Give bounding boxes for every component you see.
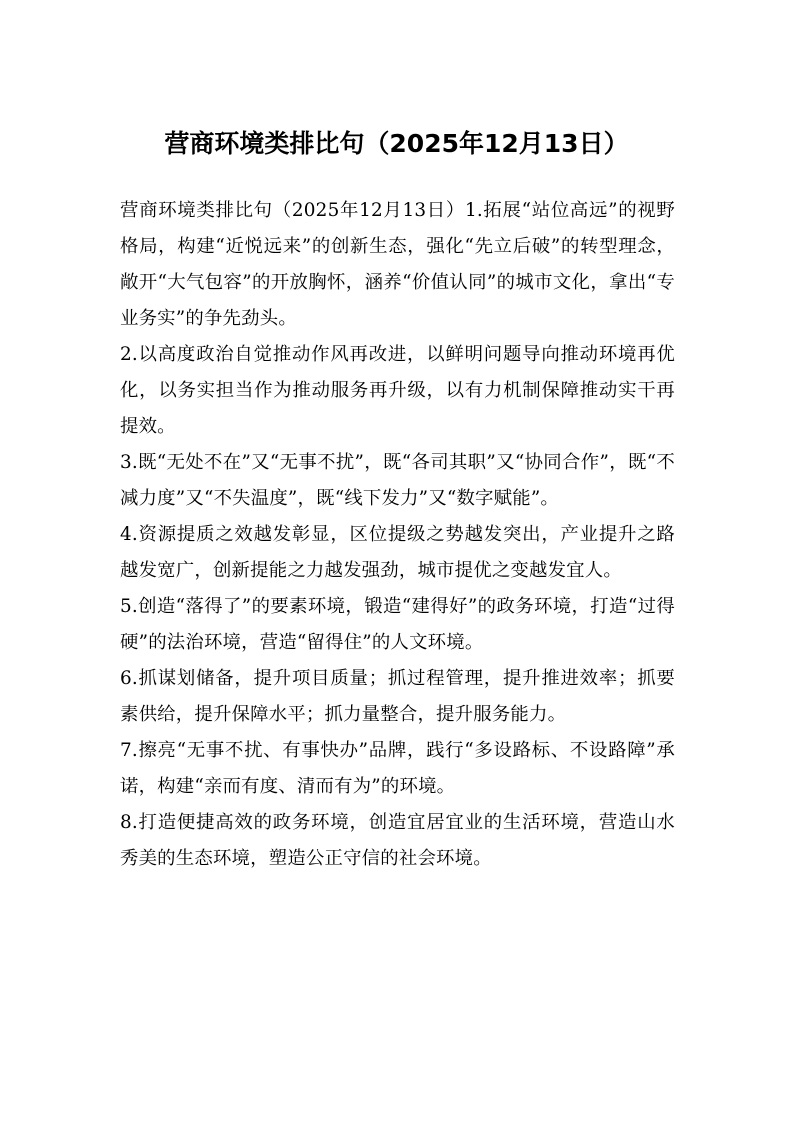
paragraph-8: 8.打造便捷高效的政务环境，创造宜居宜业的生活环境，营造山水秀美的生态环境，塑造公正守信的社会环境。 — [120, 812, 675, 869]
paragraph-1: 营商环境类排比句（2025年12月13日）1.拓展“站位高远”的视野格局，构建“近悦远来”的创新生态，强化“先立后破”的转型理念，敞开“大气包容”的开放胸怀，涵养“价值认同”的城市文化，拿出“专业务实”的争先劲头。 — [120, 200, 675, 329]
document-body — [120, 193, 675, 877]
paragraph-5: 5.创造“落得了”的要素环境，锻造“建得好”的政务环境，打造“过得硬”的法治环境，营造“留得住”的人文环境。 — [120, 596, 675, 653]
paragraph-7: 7.擦亮“无事不扰、有事快办”品牌，践行“多设路标、不设路障”承诺，构建“亲而有度、清而有为”的环境。 — [120, 740, 675, 797]
paragraph-6: 6.抓谋划储备，提升项目质量；抓过程管理，提升推进效率；抓要素供给，提升保障水平；抓力量整合，提升服务能力。 — [120, 668, 675, 725]
paragraph-2: 2.以高度政治自觉推动作风再改进，以鲜明问题导向推动环境再优化，以务实担当作为推动服务再升级，以有力机制保障推动实干再提效。 — [120, 344, 675, 437]
paragraph-3: 3.既“无处不在”又“无事不扰”，既“各司其职”又“协同合作”，既“不减力度”又“不失温度”，既“线下发力”又“数字赋能”。 — [120, 452, 675, 509]
document-title: 营商环境类排比句（2025年12月13日） — [164, 129, 629, 158]
paragraph-4: 4.资源提质之效越发彰显，区位提级之势越发突出，产业提升之路越发宽广，创新提能之力越发强劲，城市提优之变越发宜人。 — [120, 524, 675, 581]
